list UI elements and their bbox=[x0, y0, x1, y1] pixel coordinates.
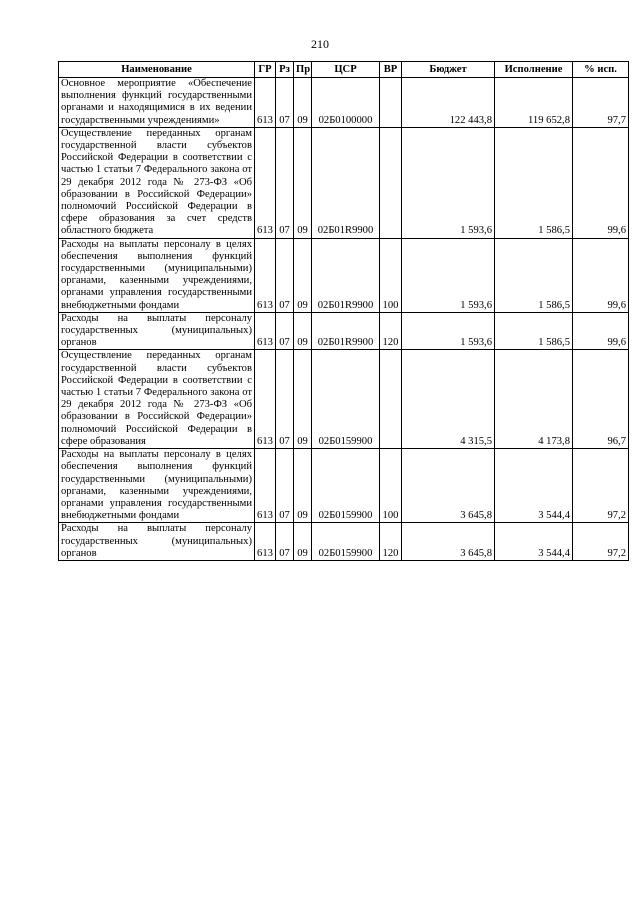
row-csr: 02Б01R9900 bbox=[312, 238, 380, 312]
header-pr: Пр bbox=[294, 62, 312, 78]
row-csr: 02Б0159900 bbox=[312, 523, 380, 561]
row-gr: 613 bbox=[255, 78, 276, 128]
table-row bbox=[59, 449, 629, 523]
row-csr: 02Б01R9900 bbox=[312, 312, 380, 350]
header-percent: % исп. bbox=[573, 62, 629, 78]
header-execution: Исполнение bbox=[495, 62, 573, 78]
row-vr: 120 bbox=[380, 312, 402, 350]
header-rz: Рз bbox=[276, 62, 294, 78]
row-execution: 3 544,4 bbox=[495, 523, 573, 561]
row-execution: 1 586,5 bbox=[495, 312, 573, 350]
row-percent: 96,7 bbox=[573, 350, 629, 449]
row-rz: 07 bbox=[276, 449, 294, 523]
row-name: Осуществление переданных органам государственной власти субъектов Российской Федерации в соответствии с частью 1 статьи 7 Федерального закона от 29 декабря 2012 года № 273-ФЗ «Об образовании в Российской Федерации» полномочий Российской Федерации в сфере образования за счет средств областного бюджета bbox=[59, 127, 255, 238]
row-name: Осуществление переданных органам государственной власти субъектов Российской Федерации в соответствии с частью 1 статьи 7 Федерального закона от 29 декабря 2012 года № 273-ФЗ «Об образовании в Российской Федерации» полномочий Российской Федерации в сфере образования bbox=[59, 350, 255, 449]
row-execution: 119 652,8 bbox=[495, 78, 573, 128]
row-percent: 97,7 bbox=[573, 78, 629, 128]
row-gr: 613 bbox=[255, 238, 276, 312]
row-name: Расходы на выплаты персоналу государственных (муниципальных) органов bbox=[59, 312, 255, 350]
row-rz: 07 bbox=[276, 312, 294, 350]
header-budget: Бюджет bbox=[402, 62, 495, 78]
header-vr: ВР bbox=[380, 62, 402, 78]
row-gr: 613 bbox=[255, 127, 276, 238]
table-row bbox=[59, 350, 629, 449]
header-gr: ГР bbox=[255, 62, 276, 78]
row-rz: 07 bbox=[276, 127, 294, 238]
table-row bbox=[59, 312, 629, 350]
row-name: Расходы на выплаты персоналу государственных (муниципальных) органов bbox=[59, 523, 255, 561]
row-percent: 99,6 bbox=[573, 127, 629, 238]
row-pr: 09 bbox=[294, 127, 312, 238]
row-pr: 09 bbox=[294, 350, 312, 449]
row-budget: 1 593,6 bbox=[402, 127, 495, 238]
row-pr: 09 bbox=[294, 78, 312, 128]
row-name: Расходы на выплаты персоналу в целях обеспечения выполнения функций государственными (муниципальными) органами, казенными учреждениями, органами управления государственными внебюджетными фондами bbox=[59, 238, 255, 312]
row-pr: 09 bbox=[294, 449, 312, 523]
table-row bbox=[59, 78, 629, 128]
row-rz: 07 bbox=[276, 523, 294, 561]
row-gr: 613 bbox=[255, 350, 276, 449]
row-execution: 3 544,4 bbox=[495, 449, 573, 523]
row-rz: 07 bbox=[276, 238, 294, 312]
row-rz: 07 bbox=[276, 350, 294, 449]
table-row bbox=[59, 238, 629, 312]
header-name: Наименование bbox=[59, 62, 255, 78]
row-percent: 99,6 bbox=[573, 312, 629, 350]
row-percent: 97,2 bbox=[573, 523, 629, 561]
row-pr: 09 bbox=[294, 238, 312, 312]
row-percent: 99,6 bbox=[573, 238, 629, 312]
row-gr: 613 bbox=[255, 523, 276, 561]
row-vr bbox=[380, 127, 402, 238]
row-vr: 120 bbox=[380, 523, 402, 561]
row-gr: 613 bbox=[255, 449, 276, 523]
row-execution: 1 586,5 bbox=[495, 238, 573, 312]
row-gr: 613 bbox=[255, 312, 276, 350]
row-vr: 100 bbox=[380, 449, 402, 523]
table-row bbox=[59, 523, 629, 561]
row-rz: 07 bbox=[276, 78, 294, 128]
row-budget: 1 593,6 bbox=[402, 238, 495, 312]
row-budget: 1 593,6 bbox=[402, 312, 495, 350]
row-csr: 02Б0100000 bbox=[312, 78, 380, 128]
row-csr: 02Б0159900 bbox=[312, 449, 380, 523]
row-vr bbox=[380, 350, 402, 449]
row-vr: 100 bbox=[380, 238, 402, 312]
row-vr bbox=[380, 78, 402, 128]
row-csr: 02Б0159900 bbox=[312, 350, 380, 449]
row-budget: 4 315,5 bbox=[402, 350, 495, 449]
row-execution: 4 173,8 bbox=[495, 350, 573, 449]
row-pr: 09 bbox=[294, 523, 312, 561]
table-row bbox=[59, 127, 629, 238]
row-budget: 3 645,8 bbox=[402, 449, 495, 523]
row-percent: 97,2 bbox=[573, 449, 629, 523]
budget-table bbox=[58, 61, 629, 561]
row-budget: 3 645,8 bbox=[402, 523, 495, 561]
row-budget: 122 443,8 bbox=[402, 78, 495, 128]
page-number: 210 bbox=[311, 37, 329, 51]
row-pr: 09 bbox=[294, 312, 312, 350]
row-csr: 02Б01R9900 bbox=[312, 127, 380, 238]
header-csr: ЦСР bbox=[312, 62, 380, 78]
row-execution: 1 586,5 bbox=[495, 127, 573, 238]
table-header-row bbox=[59, 62, 629, 78]
row-name: Основное мероприятие «Обеспечение выполнения функций государственными органами и находящимися в их ведении государственными учреждениями» bbox=[59, 78, 255, 128]
row-name: Расходы на выплаты персоналу в целях обеспечения выполнения функций государственными (муниципальными) органами, казенными учреждениями, органами управления государственными внебюджетными фондами bbox=[59, 449, 255, 523]
